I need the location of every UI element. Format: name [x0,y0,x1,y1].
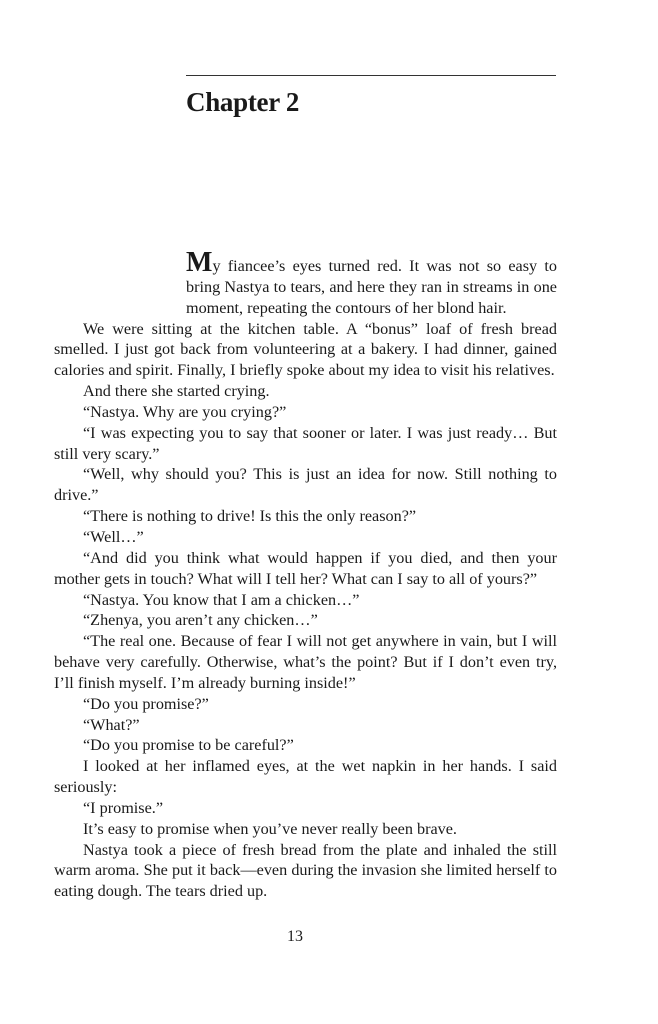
paragraph: “Well…” [83,527,144,546]
chapter-title: Chapter 2 [186,87,300,117]
paragraph: “Nastya. You know that I am a chicken…” [83,590,360,609]
paragraph: “Well, why should you? This is just an idea for now. Still nothing to drive.” [54,465,557,505]
paragraph: And there she started crying. [83,382,270,401]
drop-cap: M [186,247,213,278]
paragraph: “I was expecting you to say that sooner or later. I was just ready… But still very scary.” [54,423,557,463]
paragraph: “What?” [83,715,140,734]
paragraph-opening-text: y fiancee’s eyes turned red. It was not so easy to bring Nastya to tears, and here they ran in streams in one moment, repeating the contours of her blond hair. [186,257,557,317]
page-number: 13 [287,928,303,945]
paragraph-opening [54,247,557,319]
paragraph: We were sitting at the kitchen table. A “bonus” loaf of fresh bread smelled. I just got back from volunteering at a bakery. I had dinner, gained calories and spirit. Finally, I briefly spoke about my idea to visit his relatives. [54,319,557,380]
paragraph: “There is nothing to drive! Is this the only reason?” [83,507,417,526]
paragraph: “Do you promise?” [83,694,209,713]
paragraph: It’s easy to promise when you’ve never really been brave. [83,819,457,838]
paragraph: “Zhenya, you aren’t any chicken…” [83,611,318,630]
chapter-rule [186,75,556,76]
paragraph: “I promise.” [83,798,164,817]
paragraph: “Nastya. Why are you crying?” [83,402,287,421]
paragraph: Nastya took a piece of fresh bread from the plate and inhaled the still warm aroma. She put it back—even during the invasion she limited herself to eating dough. The tears dried up. [54,840,557,901]
paragraph: “And did you think what would happen if you died, and then your mother gets in touch? What will I tell her? What can I say to all of yours?” [54,548,557,588]
paragraph: I looked at her inflamed eyes, at the wet napkin in her hands. I said seriously: [54,757,557,797]
paragraph: “The real one. Because of fear I will not get anywhere in vain, but I will behave very carefully. Otherwise, what’s the point? But if I don’t even try, I’ll finish myself. I’m already burning inside!” [54,632,557,692]
chapter-body [54,247,557,902]
paragraph: “Do you promise to be careful?” [83,736,294,755]
